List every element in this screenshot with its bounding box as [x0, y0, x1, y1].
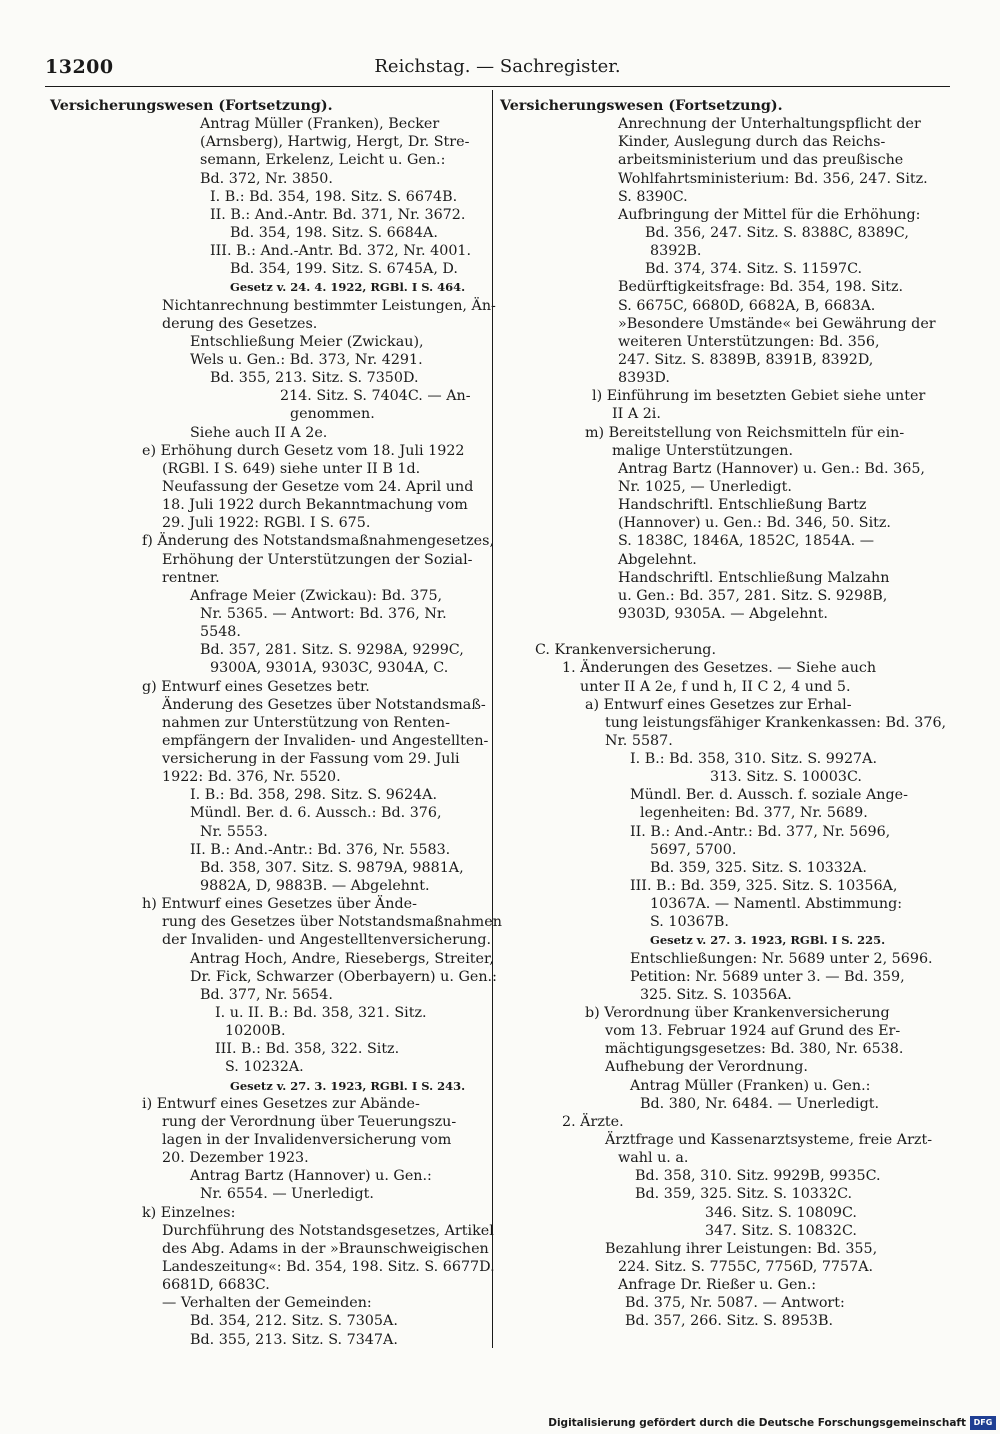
right-column-line: Handschriftl. Entschließung Bartz [618, 497, 867, 514]
column-divider [492, 90, 493, 1348]
right-column-line: S. 8390C. [618, 188, 688, 205]
left-column-line: Bd. 357, 281. Sitz. S. 9298A, 9299C, [200, 642, 464, 659]
left-column-line: Versicherungswesen (Fortsetzung). [50, 98, 333, 114]
right-column-line: Bd. 358, 310. Sitz. 9929B, 9935C. [635, 1168, 881, 1185]
left-column-line: 214. Sitz. S. 7404C. — An- [280, 388, 471, 405]
left-column-line: semann, Erkelenz, Leicht u. Gen.: [200, 152, 446, 169]
right-column-line: unter II A 2e, f und h, II C 2, 4 und 5. [580, 678, 851, 695]
right-column-line: S. 10367B. [650, 914, 729, 931]
left-column-line: III. B.: And.-Antr. Bd. 372, Nr. 4001. [210, 243, 472, 260]
left-column-line: 5548. [200, 624, 241, 641]
right-column-line: Nr. 1025, — Unerledigt. [618, 478, 792, 495]
left-column-line: Nr. 5365. — Antwort: Bd. 376, Nr. [200, 605, 447, 622]
right-column-line: Bd. 359, 325. Sitz. S. 10332A. [650, 859, 867, 876]
right-column-line: b) Verordnung über Krankenversicherung [585, 1005, 890, 1022]
right-column-line: 10367A. — Namentl. Abstimmung: [650, 896, 903, 913]
right-column-line: Handschriftl. Entschließung Malzahn [618, 569, 890, 586]
left-column-line: versicherung in der Fassung vom 29. Juli [162, 751, 460, 768]
right-column-line: Petition: Nr. 5689 unter 3. — Bd. 359, [630, 968, 905, 985]
right-column-line: mächtigungsgesetzes: Bd. 380, Nr. 6538. [605, 1041, 904, 1058]
left-column-line: Erhöhung der Unterstützungen der Sozial- [162, 551, 473, 568]
dfg-logo: DFG [970, 1416, 996, 1430]
right-column-line: Aufhebung der Verordnung. [605, 1059, 808, 1076]
left-column-line: — Verhalten der Gemeinden: [162, 1295, 372, 1312]
right-column-line: 347. Sitz. S. 10832C. [705, 1222, 857, 1239]
right-column-line: II. B.: And.-Antr.: Bd. 377, Nr. 5696, [630, 823, 891, 840]
right-column-line: Bezahlung ihrer Leistungen: Bd. 355, [605, 1240, 878, 1257]
left-column-line: Bd. 354, 212. Sitz. S. 7305A. [190, 1313, 398, 1330]
right-column-line: 325. Sitz. S. 10356A. [640, 986, 792, 1003]
left-column-line: Gesetz v. 27. 3. 1923, RGBl. I S. 243. [230, 1078, 466, 1093]
left-column-line: Bd. 358, 307. Sitz. S. 9879A, 9881A, [200, 859, 464, 876]
left-column-line: Wels u. Gen.: Bd. 373, Nr. 4291. [190, 351, 423, 368]
left-column-line: II. B.: And.-Antr. Bd. 371, Nr. 3672. [210, 206, 466, 223]
right-column-line: 5697, 5700. [650, 841, 737, 858]
right-column-line: Versicherungswesen (Fortsetzung). [500, 98, 783, 114]
left-column-line: I. B.: Bd. 354, 198. Sitz. S. 6674B. [210, 188, 458, 205]
right-column-line: vom 13. Februar 1924 auf Grund des Er- [605, 1023, 901, 1040]
left-column-line: I. B.: Bd. 358, 298. Sitz. S. 9624A. [190, 787, 438, 804]
right-column-line: 1. Änderungen des Gesetzes. — Siehe auch [562, 660, 877, 677]
right-column-line: Ärztfrage und Kassenarztsysteme, freie Arzt- [605, 1132, 933, 1149]
right-column-line: Bd. 375, Nr. 5087. — Antwort: [625, 1295, 845, 1312]
right-column-line: C. Krankenversicherung. [535, 642, 717, 659]
left-column-line: S. 10232A. [225, 1059, 304, 1076]
left-column-line: derung des Gesetzes. [162, 315, 318, 332]
right-column-line: 346. Sitz. S. 10809C. [705, 1204, 857, 1221]
left-column-line: 9300A, 9301A, 9303C, 9304A, C. [210, 660, 449, 677]
right-column-line [500, 623, 928, 641]
right-column-line: legenheiten: Bd. 377, Nr. 5689. [640, 805, 868, 822]
left-column-line: Bd. 372, Nr. 3850. [200, 170, 333, 187]
right-column-line: malige Unterstützungen. [612, 442, 794, 459]
left-column-line: Antrag Bartz (Hannover) u. Gen.: [190, 1168, 432, 1185]
left-column-line: Änderung des Gesetzes über Notstandsmaß- [162, 696, 486, 713]
right-column-line: a) Entwurf eines Gesetzes zur Erhal- [585, 696, 852, 713]
right-column-line: »Besondere Umstände« bei Gewährung der [618, 315, 936, 332]
right-column-line: Bd. 356, 247. Sitz. S. 8388C, 8389C, [645, 224, 909, 241]
left-column-line: Neufassung der Gesetze vom 24. April und [162, 478, 474, 495]
left-column-line: Landeszeitung«: Bd. 354, 198. Sitz. S. 6677D. [162, 1259, 495, 1275]
right-column-line: tung leistungsfähiger Krankenkassen: Bd. 376, [605, 714, 947, 731]
left-column-line: Bd. 354, 199. Sitz. S. 6745A, D. [230, 261, 458, 278]
left-column-line: i) Entwurf eines Gesetzes zur Abände- [142, 1095, 420, 1112]
left-column-line: I. u. II. B.: Bd. 358, 321. Sitz. [215, 1005, 427, 1022]
header-rule [45, 86, 950, 87]
right-column-line: Anrechnung der Unterhaltungspflicht der [618, 116, 921, 133]
left-column-line: Siehe auch II A 2e. [190, 424, 328, 441]
page-header [45, 52, 950, 80]
right-column-line: III. B.: Bd. 359, 325. Sitz. S. 10356A, [630, 878, 898, 895]
left-column-line: Dr. Fick, Schwarzer (Oberbayern) u. Gen.: [190, 968, 497, 985]
right-column-line: Bd. 374, 374. Sitz. S. 11597C. [645, 261, 863, 278]
right-column-line: 224. Sitz. S. 7755C, 7756D, 7757A. [618, 1259, 874, 1275]
left-column-line: Bd. 355, 213. Sitz. S. 7347A. [190, 1331, 398, 1348]
left-column-line: rung des Gesetzes über Notstandsmaßnahmen [162, 914, 502, 931]
left-column-line: Nichtanrechnung bestimmter Leistungen, Än- [162, 297, 496, 314]
left-column-line: Bd. 377, Nr. 5654. [200, 986, 333, 1003]
left-column-line: 18. Juli 1922 durch Bekanntmachung vom [162, 497, 468, 514]
right-column-line: S. 1838C, 1846A, 1852C, 1854A. — [618, 533, 875, 550]
left-column-line: k) Einzelnes: [142, 1204, 236, 1221]
left-column-line: II. B.: And.-Antr.: Bd. 376, Nr. 5583. [190, 841, 451, 858]
left-column-line: 6681D, 6683C. [162, 1277, 270, 1294]
right-column [500, 97, 947, 1331]
right-column-line: m) Bereitstellung von Reichsmitteln für ein- [585, 424, 905, 441]
right-column-line: weiteren Unterstützungen: Bd. 356, [618, 333, 880, 350]
left-column [50, 97, 502, 1349]
right-column-line: Bd. 380, Nr. 6484. — Unerledigt. [640, 1095, 880, 1112]
left-column-line: e) Erhöhung durch Gesetz vom 18. Juli 1922 [142, 442, 465, 459]
left-column-line: Bd. 355, 213. Sitz. S. 7350D. [210, 370, 419, 387]
left-column-line: lagen in der Invalidenversicherung vom [162, 1132, 452, 1149]
right-column-line: Abgelehnt. [618, 551, 697, 568]
left-column-line: 20. Dezember 1923. [162, 1150, 309, 1167]
left-column-line: Bd. 354, 198. Sitz. S. 6684A. [230, 224, 438, 241]
page-number: 13200 [45, 56, 114, 78]
right-column-line: l) Einführung im besetzten Gebiet siehe unter [592, 388, 926, 405]
left-column-line: 9882A, D, 9883B. — Abgelehnt. [200, 878, 430, 895]
right-column-line: Wohlfahrtsministerium: Bd. 356, 247. Sitz. [618, 170, 928, 187]
left-column-line: Entschließung Meier (Zwickau), [190, 333, 424, 350]
left-column-line: g) Entwurf eines Gesetzes betr. [142, 678, 370, 695]
left-column-line: Gesetz v. 24. 4. 1922, RGBl. I S. 464. [230, 280, 466, 295]
right-column-line: 313. Sitz. S. 10003C. [710, 769, 862, 786]
right-column-line: Aufbringung der Mittel für die Erhöhung: [618, 206, 921, 223]
right-column-line: u. Gen.: Bd. 357, 281. Sitz. S. 9298B, [618, 587, 888, 604]
left-column-line: 1922: Bd. 376, Nr. 5520. [162, 769, 341, 786]
left-column-line: Antrag Müller (Franken), Becker [200, 116, 440, 133]
left-column-line: (Arnsberg), Hartwig, Hergt, Dr. Stre- [200, 134, 470, 151]
right-column-line: Gesetz v. 27. 3. 1923, RGBl. I S. 225. [650, 933, 886, 948]
right-column-line: II A 2i. [612, 406, 661, 423]
right-column-line: 247. Sitz. S. 8389B, 8391B, 8392D, [618, 351, 874, 368]
left-column-line: Durchführung des Notstandsgesetzes, Artikel [162, 1222, 494, 1239]
left-column-line: 29. Juli 1922: RGBl. I S. 675. [162, 515, 371, 532]
left-column-line: h) Entwurf eines Gesetzes über Ände- [142, 896, 417, 913]
right-column-line: Entschließungen: Nr. 5689 unter 2, 5696. [630, 950, 933, 967]
left-column-line: 10200B. [225, 1023, 286, 1040]
right-column-line: 9303D, 9305A. — Abgelehnt. [618, 605, 828, 622]
left-column-line: nahmen zur Unterstützung von Renten- [162, 714, 450, 731]
left-column-line: genommen. [290, 406, 375, 423]
left-column-line: Nr. 6554. — Unerledigt. [200, 1186, 374, 1203]
right-column-line: Antrag Bartz (Hannover) u. Gen.: Bd. 365, [618, 460, 925, 477]
right-column-line: I. B.: Bd. 358, 310. Sitz. S. 9927A. [630, 751, 878, 768]
right-column-line: Anfrage Dr. Rießer u. Gen.: [618, 1277, 817, 1294]
left-column-line: rentner. [162, 569, 220, 586]
right-column-line: Antrag Müller (Franken) u. Gen.: [630, 1077, 871, 1094]
page-footer [0, 1416, 1000, 1432]
left-column-line: III. B.: Bd. 358, 322. Sitz. [215, 1041, 400, 1058]
funding-credit: Digitalisierung gefördert durch die Deutsche Forschungsgemeinschaft [548, 1417, 966, 1429]
right-column-line: Bd. 359, 325. Sitz. S. 10332C. [635, 1186, 853, 1203]
left-column-line: f) Änderung des Notstandsmaßnahmengesetzes, [142, 533, 494, 550]
right-column-line: 8393D. [618, 370, 670, 387]
left-column-line: (RGBl. I S. 649) siehe unter II B 1d. [162, 460, 421, 477]
right-column-line: Bedürftigkeitsfrage: Bd. 354, 198. Sitz. [618, 279, 904, 296]
left-column-line: der Invaliden- und Angestelltenversicherung. [162, 932, 492, 949]
left-column-line: rung der Verordnung über Teuerungszu- [162, 1113, 457, 1130]
left-column-line: des Abg. Adams in der »Braunschweigischen [162, 1240, 489, 1257]
right-column-line: arbeitsministerium und das preußische [618, 152, 904, 169]
right-column-line: Bd. 357, 266. Sitz. S. 8953B. [625, 1313, 834, 1330]
right-column-line: Kinder, Auslegung durch das Reichs- [618, 134, 886, 151]
left-column-line: empfängern der Invaliden- und Angestellten- [162, 732, 489, 749]
left-column-line: Mündl. Ber. d. 6. Aussch.: Bd. 376, [190, 805, 442, 822]
right-column-line: 8392B. [650, 243, 702, 260]
right-column-line: (Hannover) u. Gen.: Bd. 346, 50. Sitz. [618, 515, 891, 532]
right-column-line: S. 6675C, 6680D, 6682A, B, 6683A. [618, 297, 876, 314]
left-column-line: Anfrage Meier (Zwickau): Bd. 375, [190, 587, 443, 604]
left-column-line: Antrag Hoch, Andre, Riesebergs, Streiter, [190, 950, 494, 967]
running-title: Reichstag. — Sachregister. [374, 56, 621, 77]
right-column-line: 2. Ärzte. [562, 1113, 624, 1130]
right-column-line: Nr. 5587. [605, 732, 673, 749]
right-column-line: Mündl. Ber. d. Aussch. f. soziale Ange- [630, 787, 908, 804]
left-column-line: Nr. 5553. [200, 823, 268, 840]
right-column-line: wahl u. a. [618, 1150, 689, 1167]
